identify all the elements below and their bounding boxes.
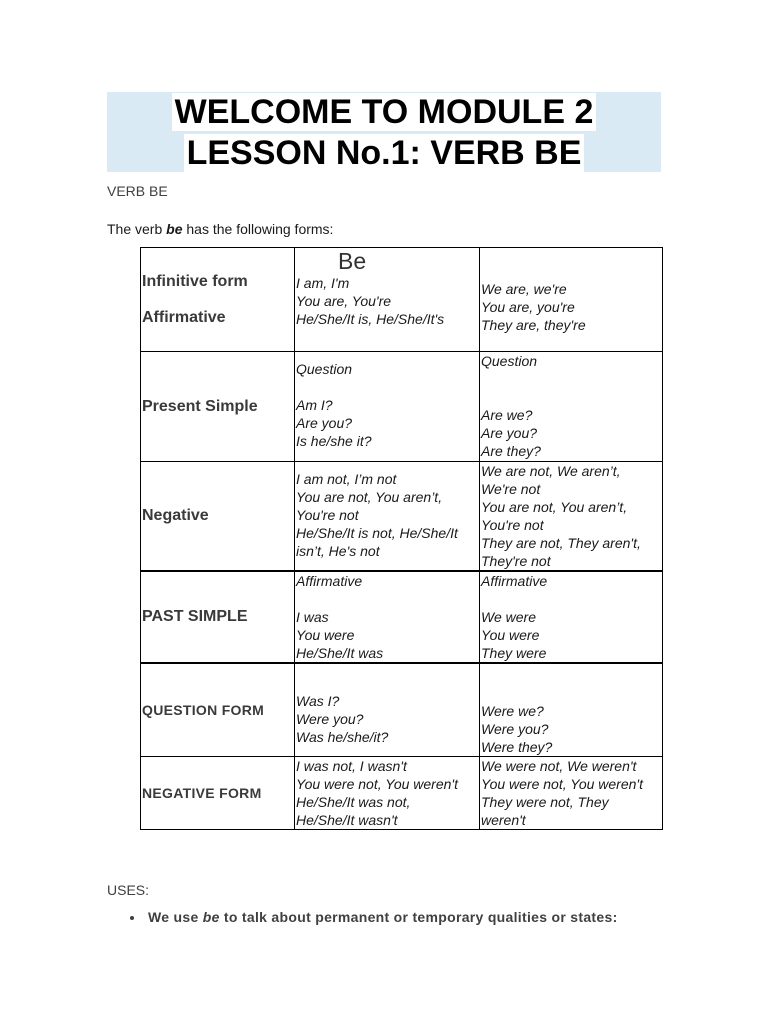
form-cell [295,462,480,572]
form-line: I am, I'm [296,275,350,291]
row-label: QUESTION FORM [142,702,265,718]
form-line [481,388,662,406]
row-label-cell [141,757,295,830]
row-label-cell [141,248,295,352]
table-row [141,757,663,830]
form-line: Are you? [481,425,538,441]
row-label-cell [141,352,295,462]
row-label: NEGATIVE FORM [142,785,262,801]
form-cell [295,663,480,757]
form-line: You were [296,627,355,643]
form-line: Were you? [481,721,549,737]
form-line: They are, they're [481,317,586,333]
form-line: Am I? [296,397,333,413]
intro-before: The verb [107,221,167,237]
form-line: They were not, They [481,794,609,810]
form-line: Question [296,361,353,377]
form-line: Affirmative [481,573,548,589]
verb-forms-table [140,247,663,830]
form-cell [295,571,480,663]
intro-emphasis: be [166,221,183,237]
bullet-before: We use [148,909,203,925]
row-label: Negative [142,507,209,524]
form-line: isn’t, He's not [296,543,380,559]
form-line: We are not, We aren’t, [481,463,621,479]
form-line: He/She/It was not, [296,794,411,810]
bullet-after: to talk about permanent or temporary qualities or states: [219,909,618,925]
form-line: Is he/she it? [296,433,372,449]
row-label: Infinitive form [142,272,248,290]
page-title-line1 [0,92,768,132]
title-text-2: LESSON No.1: VERB BE [184,134,585,172]
form-line [296,378,479,396]
form-line: He/She/It is, He/She/It's [296,311,445,327]
form-line: We were not, We weren't [481,758,637,774]
intro-after: has the following forms: [182,221,334,237]
form-cell [480,663,663,757]
table-row [141,248,663,352]
form-line: You are, You're [296,293,392,309]
form-cell [295,248,480,352]
form-line [296,590,479,608]
form-line: You're not [296,507,359,523]
form-line: We were [481,609,536,625]
form-line: Were they? [481,739,553,755]
form-cell [480,571,663,663]
table-row [141,352,663,462]
form-line: You are, you're [481,299,575,315]
form-line: You are not, You aren’t, [296,489,443,505]
row-label-cell [141,462,295,572]
verb-header: Be [338,248,367,274]
bullet-dot-icon [130,916,134,920]
table-row [141,571,663,663]
uses-heading: USES: [107,882,150,898]
form-cell [480,757,663,830]
uses-bullet [130,909,618,925]
form-line: Question [481,353,538,369]
form-line: Were we? [481,703,544,719]
form-line: He/She/It was [296,645,384,661]
form-line: We are, we're [481,281,567,297]
form-line: Are they? [481,443,541,459]
form-line: Was I? [296,693,340,709]
form-line: He/She/It wasn't [296,812,398,828]
form-line: You were not, You weren't [296,776,458,792]
form-line: Are we? [481,407,533,423]
form-line: We're not [481,481,541,497]
form-line: You're not [481,517,544,533]
row-label: Present Simple [142,397,258,415]
form-line: They are not, They aren't, [481,535,641,551]
form-cell [480,352,663,462]
section-heading: VERB BE [107,183,168,199]
form-line: Was he/she/it? [296,729,389,745]
form-line: They're not [481,553,551,569]
form-line: Are you? [296,415,353,431]
table-row [141,462,663,572]
form-line [481,590,662,608]
form-line: I was not, I wasn't [296,758,407,774]
form-line: You were not, You weren't [481,776,643,792]
title-text-1: WELCOME TO MODULE 2 [172,93,597,131]
form-line: Affirmative [296,573,363,589]
table-row [141,663,663,757]
form-cell [295,352,480,462]
row-label: PAST SIMPLE [142,608,248,625]
form-line: You are not, You aren’t, [481,499,628,515]
form-line: He/She/It is not, He/She/It [296,525,458,541]
page-title-line2 [0,133,768,173]
form-line: I was [296,609,329,625]
form-line: I am not, I’m not [296,471,397,487]
intro-text [107,221,333,237]
bullet-emphasis: be [202,909,220,925]
form-cell [480,462,663,572]
form-line: They were [481,645,547,661]
row-label-cell [141,663,295,757]
form-cell [295,757,480,830]
form-line [481,370,662,388]
form-line: weren't [481,812,526,828]
form-cell [480,248,663,352]
row-label: Affirmative [142,308,226,326]
row-label-cell [141,571,295,663]
form-line: Were you? [296,711,364,727]
form-line: You were [481,627,540,643]
